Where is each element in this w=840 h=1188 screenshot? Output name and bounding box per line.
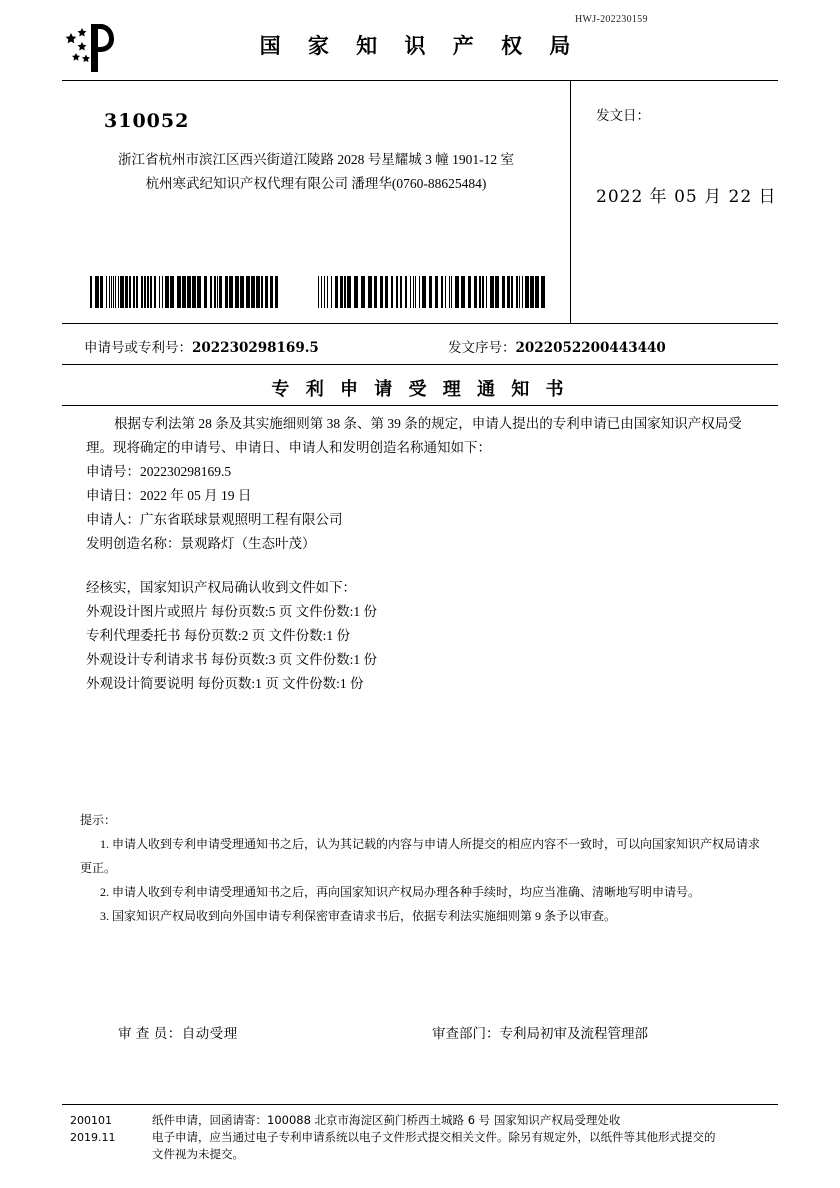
examiner-label: 审 查 员： — [118, 1026, 182, 1041]
address-line-1: 浙江省杭州市滨江区西兴街道江陵路 2028 号星耀城 3 幢 1901-12 室 — [118, 152, 514, 167]
document-item-2: 外观设计专利请求书 每份页数:3 页 文件份数:1 份 — [86, 652, 378, 667]
number-row — [62, 333, 778, 361]
notice-field-2: 申请人：广东省联球景观照明工程有限公司 — [86, 512, 343, 527]
address-line-2: 杭州寒武纪知识产权代理有限公司 潘理华(0760-88625484) — [145, 176, 487, 191]
tip-item-2: 2. 申请人收到专利申请受理通知书之后，再向国家知识产权局办理各种手续时，均应当准确、清晰地写明申请号。 — [100, 885, 701, 899]
tips-section — [80, 808, 770, 928]
tip-item-3: 3. 国家知识产权局收到向外国申请专利保密审查请求书后，依据专利法实施细则第 9 条予以审查。 — [100, 909, 617, 923]
notice-field-3: 发明创造名称：景观路灯（生态叶茂） — [86, 536, 316, 551]
document-item-0: 外观设计图片或照片 每份页数:5 页 文件份数:1 份 — [86, 604, 378, 619]
barcode-dispatch-serial — [318, 276, 546, 308]
tip-item-1: 1. 申请人收到专利申请受理通知书之后，认为其记载的内容与申请人所提交的相应内容不一致时，可以向国家知识产权局请求更正。 — [80, 837, 761, 875]
notice-body — [86, 412, 756, 696]
document-item-3: 外观设计简要说明 每份页数:1 页 文件份数:1 份 — [86, 676, 364, 691]
footer-code-2: 2019.11 — [70, 1131, 116, 1144]
dispatch-serial — [448, 336, 666, 356]
application-number — [84, 336, 319, 356]
divider-mid-1 — [62, 323, 778, 324]
dispatch-date-label: 发文日： — [596, 108, 650, 123]
divider-top — [62, 80, 778, 81]
application-number-label: 申请号或专利号： — [84, 340, 192, 355]
footer-line-3: 文件视为未提交。 — [152, 1147, 244, 1161]
department-label: 审查部门： — [432, 1026, 500, 1041]
document-header — [62, 22, 778, 74]
dispatch-date-value: 2022 年 05 月 22 日 — [596, 187, 777, 207]
barcode-application-number — [90, 276, 280, 308]
footer-code-1: 200101 — [70, 1114, 112, 1127]
documents-intro: 经核实，国家知识产权局确认收到文件如下： — [86, 580, 356, 595]
postcode: 310052 — [104, 110, 190, 132]
footer-codes — [70, 1112, 140, 1146]
application-number-value: 202230298169.5 — [192, 340, 319, 356]
department-value: 专利局初审及流程管理部 — [499, 1026, 648, 1041]
footer-line-1: 纸件申请，回函请寄：100088 北京市海淀区蓟门桥西土城路 6 号 国家知识产权局受理处收 — [152, 1113, 621, 1127]
notice-field-1: 申请日：2022 年 05 月 19 日 — [86, 488, 252, 503]
examiner-value: 自动受理 — [181, 1026, 238, 1041]
organization-title: 国 家 知 识 产 权 局 — [259, 33, 581, 58]
dispatch-serial-value: 2022052200443440 — [515, 340, 666, 356]
body-spacer — [86, 556, 756, 576]
notice-intro: 根据专利法第 28 条及其实施细则第 38 条、第 39 条的规定，申请人提出的专利申请已由国家知识产权局受理。现将确定的申请号、申请日、申请人和发明创造名称通知如下： — [86, 416, 742, 455]
examiner-field — [118, 1022, 238, 1042]
department-field — [432, 1022, 648, 1042]
divider-vertical — [570, 80, 571, 323]
divider-mid-3 — [62, 405, 778, 406]
document-item-1: 专利代理委托书 每份页数:2 页 文件份数:1 份 — [86, 628, 351, 643]
footer-text — [152, 1112, 782, 1163]
document-id: HWJ-202230159 — [575, 14, 648, 25]
footer-line-2: 电子申请，应当通过电子专利申请系统以电子文件形式提交相关文件。除另有规定外，以纸件等其他形式提交的 — [152, 1130, 716, 1144]
dispatch-serial-label: 发文序号： — [448, 340, 516, 355]
divider-mid-2 — [62, 364, 778, 365]
tips-heading: 提示： — [80, 813, 117, 827]
divider-bottom — [62, 1104, 778, 1105]
notice-title: 专 利 申 请 受 理 通 知 书 — [271, 379, 569, 400]
notice-field-0: 申请号：202230298169.5 — [86, 464, 232, 479]
